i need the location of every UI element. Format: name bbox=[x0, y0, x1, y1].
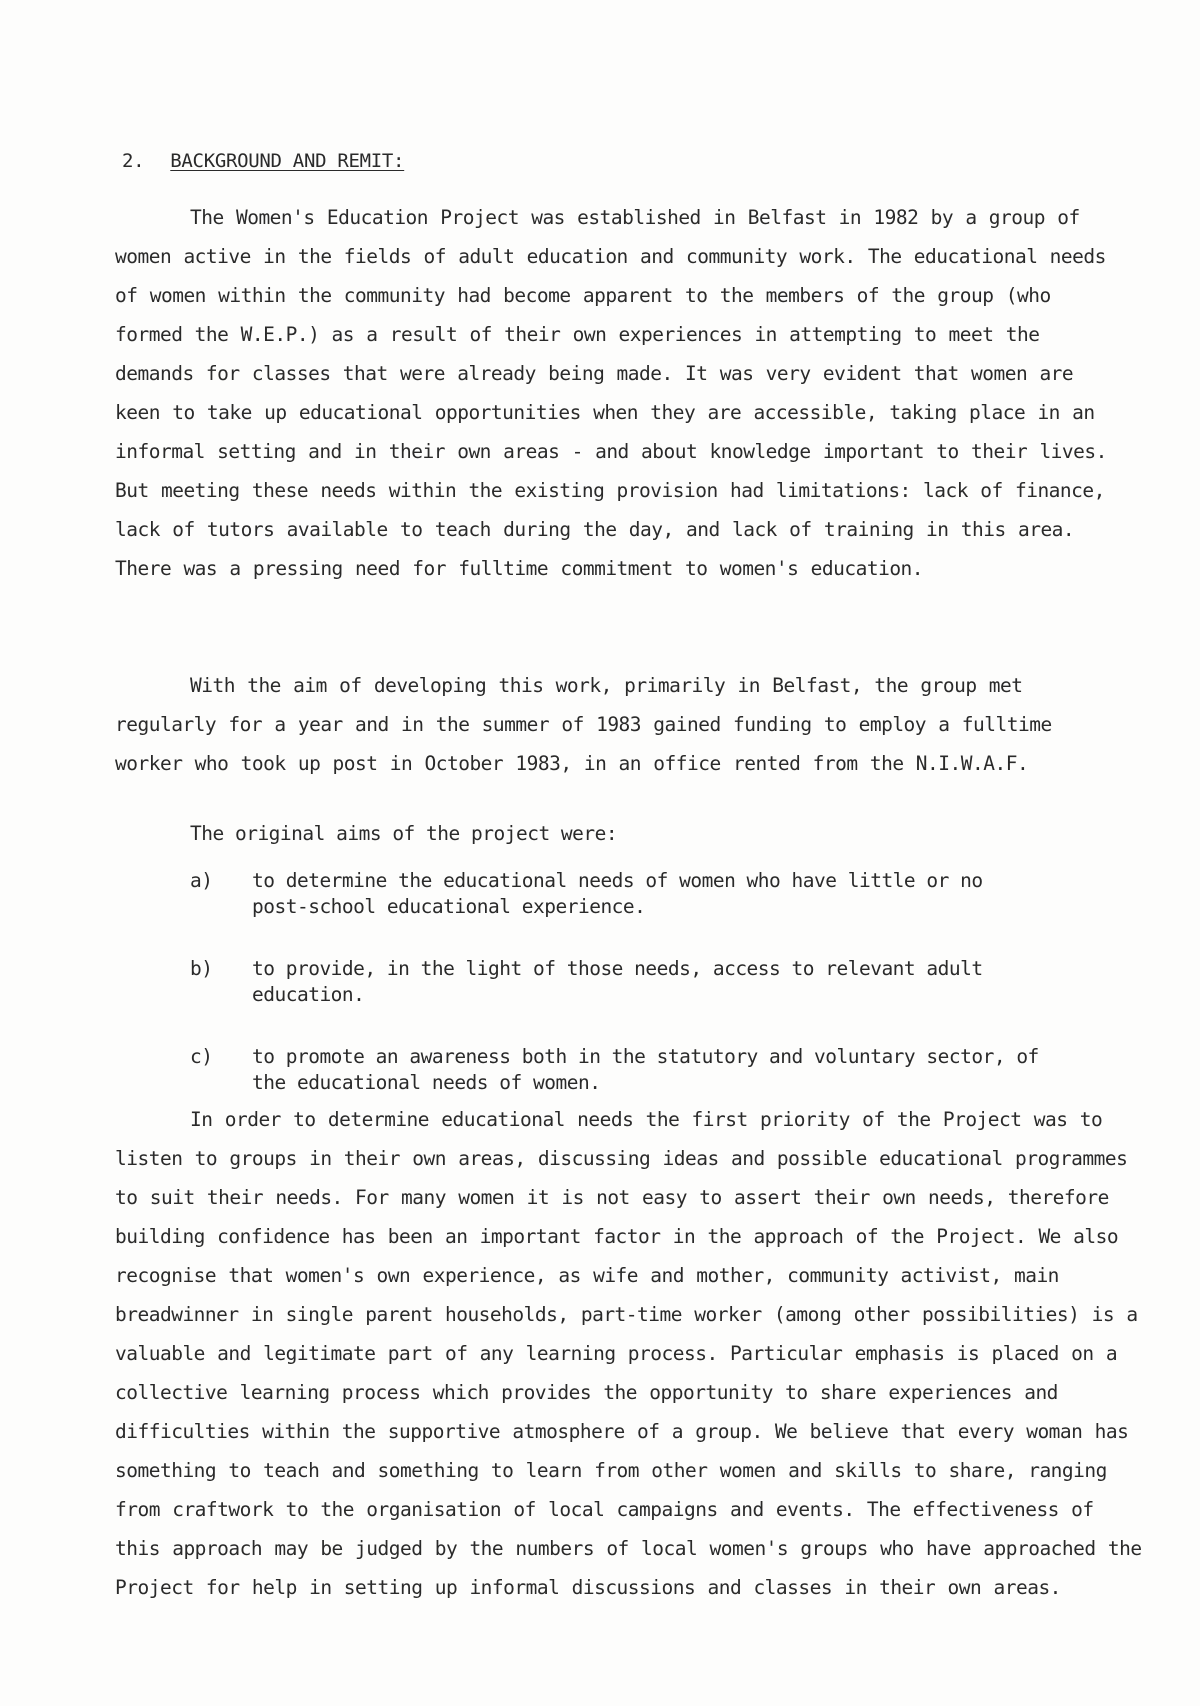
section-title: BACKGROUND AND REMIT: bbox=[170, 150, 405, 172]
aim-text: to promote an awareness both in the statutory and voluntary sector, of the educational needs of women. bbox=[252, 1045, 1039, 1094]
aim-text: to provide, in the light of those needs, access to relevant adult education. bbox=[252, 957, 983, 1006]
paragraph-background: The Women's Education Project was established in Belfast in 1982 by a group of women active in the fields of adult education and community work. The educational needs of women within the community had become apparent to the members of the group (who formed the W.E.P.) as a result of their own experiences in attempting to meet the demands for classes that were already being made. It was very evident that women are keen to take up educational opportunities when they are accessible, taking place in an informal setting and in their own areas - and about knowledge important to their lives. But meeting these needs within the existing provision had limitations: lack of finance, lack of tutors available to teach during the day, and lack of training in this area. There was a pressing need for fulltime commitment to women's education. bbox=[115, 206, 1107, 580]
aims-intro: The original aims of the project were: bbox=[190, 822, 618, 845]
aim-text: to determine the educational needs of women who have little or no post-school educational experience. bbox=[252, 869, 983, 918]
aim-marker: c) bbox=[190, 1045, 213, 1068]
section-heading bbox=[122, 150, 404, 172]
list-item bbox=[190, 1044, 1050, 1096]
paragraph-funding: With the aim of developing this work, primarily in Belfast, the group met regularly for a year and in the summer of 1983 gained funding to employ a fulltime worker who took up post in October 1983, in an office rented from the N.I.W.A.F. bbox=[115, 674, 1052, 775]
list-item bbox=[190, 956, 1050, 1008]
aim-marker: a) bbox=[190, 869, 213, 892]
paragraph-approach: In order to determine educational needs the first priority of the Project was to listen to groups in their own areas, discussing ideas and possible educational programmes to suit their needs. For many women it is not easy to assert their own needs, therefore building confidence has been an important factor in the approach of the Project. We also recognise that women's own experience, as wife and mother, community activist, main breadwinner in single parent households, part-time worker (among other possibilities) is a valuable and legitimate part of any learning process. Particular emphasis is placed on a collective learning process which provides the opportunity to share experiences and difficulties within the supportive atmosphere of a group. We believe that every woman has something to teach and something to learn from other women and skills to share, ranging from craftwork to the organisation of local campaigns and events. The effectiveness of this approach may be judged by the numbers of local women's groups who have approached the Project for help in setting up informal discussions and classes in their own areas. bbox=[115, 1108, 1142, 1599]
section-number: 2. bbox=[122, 150, 145, 172]
aims-list bbox=[190, 868, 1050, 1132]
aim-marker: b) bbox=[190, 957, 213, 980]
list-item bbox=[190, 868, 1050, 920]
